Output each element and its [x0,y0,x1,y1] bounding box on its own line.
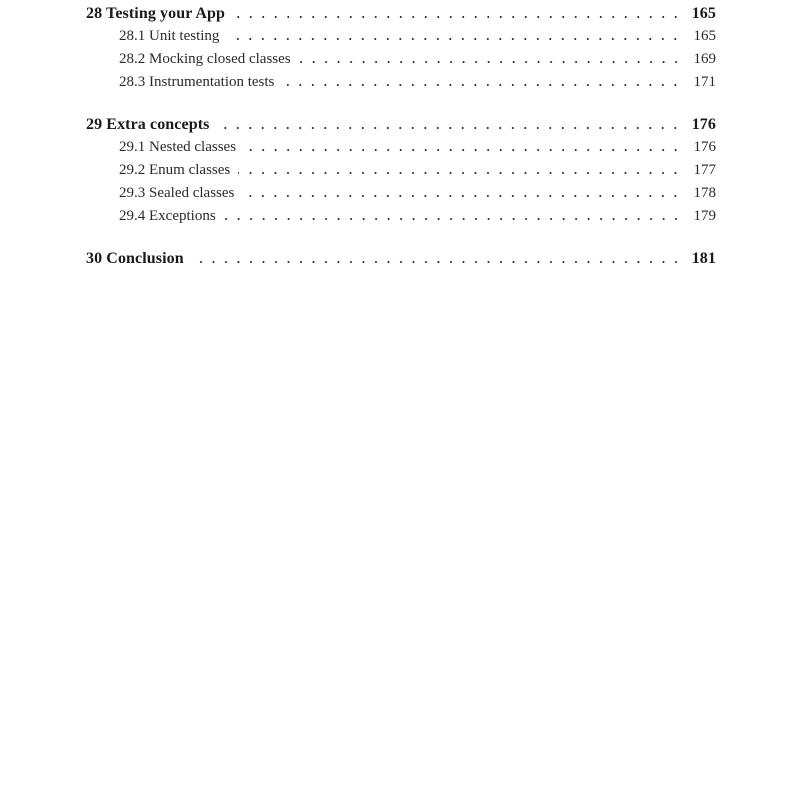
page-number: 171 [693,74,716,90]
toc-chapter-28[interactable] [86,2,716,25]
page-number: 165 [691,5,716,22]
page-number: 165 [693,28,716,44]
dot-leader [192,248,682,264]
toc-section-29-4[interactable] [86,205,716,228]
section-title: 28.1 Unit testing [119,28,220,44]
dot-leader [217,114,682,130]
section-title: 29.4 Exceptions [119,208,216,224]
dot-leader [282,72,682,87]
page-number: 179 [693,208,716,224]
chapter-title: 29 Extra concepts [86,116,210,133]
section-title: 28.3 Instrumentation tests [119,74,275,90]
dot-leader [244,137,682,152]
page-number: 176 [693,139,716,155]
section-title: 29.1 Nested classes [119,139,237,155]
page-number: 181 [691,250,716,267]
section-title: 28.2 Mocking closed classes [119,51,291,67]
page-number: 178 [693,185,716,201]
toc-section-29-1[interactable] [86,136,716,159]
toc-section-28-3[interactable] [86,71,716,94]
chapter-title: 28 Testing your App [86,5,225,22]
dot-leader [242,183,682,198]
dot-leader [238,160,682,175]
toc-section-28-1[interactable] [86,25,716,48]
page-number: 177 [693,162,716,178]
toc-section-29-3[interactable] [86,182,716,205]
toc-chapter-30[interactable] [86,247,716,270]
table-of-contents [86,2,716,270]
toc-chapter-29[interactable] [86,113,716,136]
section-title: 29.3 Sealed classes [119,185,235,201]
dot-leader [224,206,682,221]
page-number: 176 [691,116,716,133]
chapter-title: 30 Conclusion [86,250,184,267]
dot-leader [227,26,682,41]
dot-leader [233,3,682,19]
section-title: 29.2 Enum classes [119,162,231,178]
dot-leader [299,49,682,64]
toc-section-29-2[interactable] [86,159,716,182]
page-number: 169 [693,51,716,67]
toc-section-28-2[interactable] [86,48,716,71]
